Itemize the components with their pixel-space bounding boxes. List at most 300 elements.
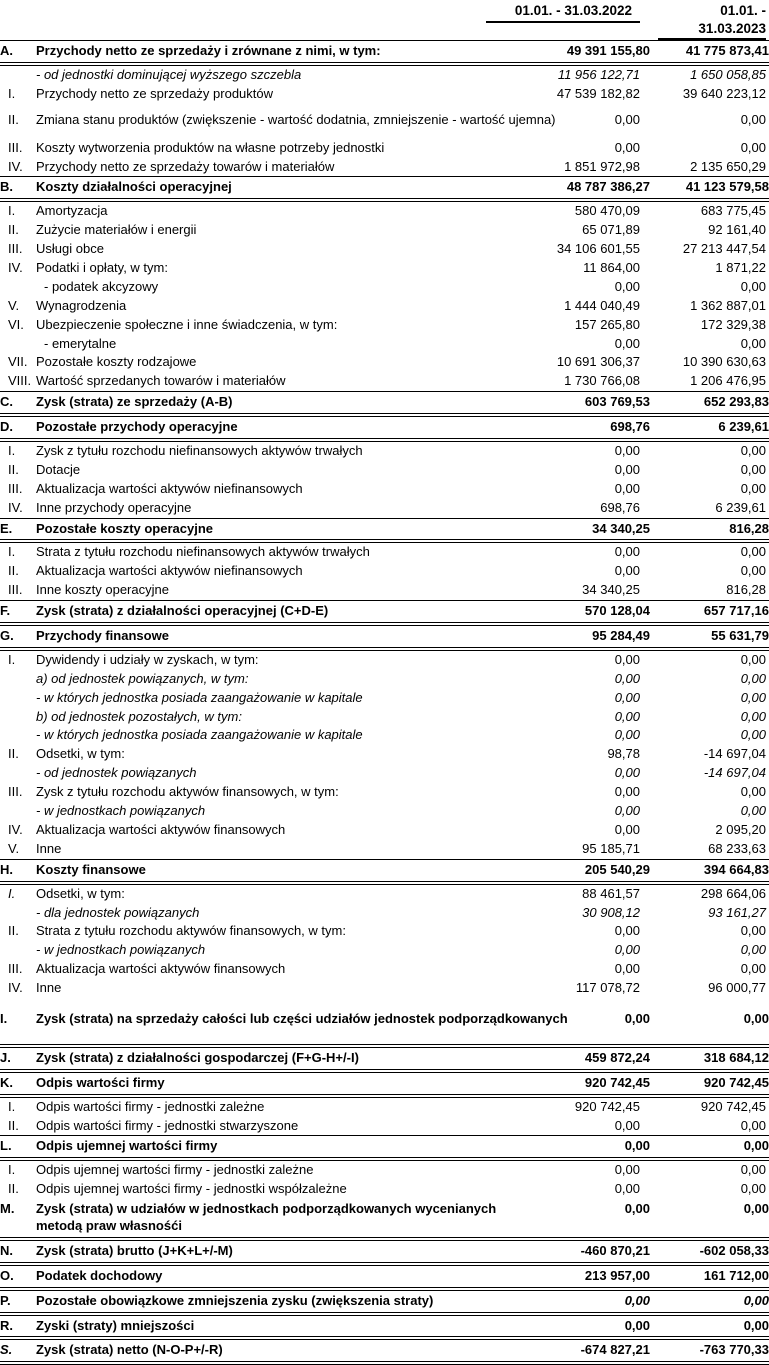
row-label-text: Podatki i opłaty, w tym: — [36, 260, 168, 275]
row-value-period2 — [650, 670, 769, 689]
row-value-period2-text: 0,00 — [740, 670, 766, 686]
row-spacer — [0, 998, 769, 1010]
row-value-period2 — [650, 64, 769, 85]
row-value-period1 — [480, 601, 650, 624]
row-value-period2-text: 0,00 — [740, 563, 766, 579]
row-value-period2 — [650, 883, 769, 904]
row-value-period1-text: 49 391 155,80 — [566, 43, 650, 59]
row-value-period1 — [480, 1180, 650, 1199]
row-letter — [0, 392, 36, 415]
row-label — [36, 480, 480, 499]
table-row — [0, 316, 769, 335]
row-label — [36, 1117, 480, 1136]
row-value-period1 — [480, 859, 650, 882]
row-value-period1-text: 0,00 — [614, 727, 640, 743]
row-letter — [0, 904, 36, 923]
row-value-period1-text: 0,00 — [614, 563, 640, 579]
row-value-period1-text: 157 265,80 — [574, 316, 640, 332]
row-value-period1-text: 95 185,71 — [582, 840, 640, 856]
row-value-period2-text: 0,00 — [740, 461, 766, 477]
row-letter-text: F. — [0, 603, 11, 619]
table-row — [0, 859, 769, 882]
row-value-period1 — [480, 278, 650, 297]
row-label — [36, 139, 480, 158]
row-value-period2 — [650, 240, 769, 259]
row-letter — [0, 200, 36, 221]
row-letter — [0, 726, 36, 745]
row-value-period2 — [650, 1159, 769, 1180]
table-row — [0, 1136, 769, 1159]
row-label — [36, 859, 480, 882]
row-letter — [0, 64, 36, 85]
row-label-text: Aktualizacja wartości aktywów niefinansowych — [36, 563, 303, 579]
row-label-text: Ubezpieczenie społeczne i inne świadczenia, w tym: — [36, 316, 338, 332]
row-value-period2-text: -763 770,33 — [699, 1342, 769, 1358]
row-label — [36, 979, 480, 998]
row-label — [36, 1199, 497, 1239]
row-value-period2 — [650, 335, 769, 354]
row-letter-text: L. — [0, 1138, 12, 1154]
row-value-period2-text: 0,00 — [740, 1117, 766, 1133]
row-value-period1-text: 0,00 — [614, 923, 640, 939]
row-label-text: - w których jednostka posiada zaangażowanie w kapitale — [36, 727, 363, 743]
row-letter — [0, 480, 36, 499]
row-label-text: Podatek dochodowy — [36, 1267, 163, 1283]
row-letter-text: E. — [0, 520, 13, 536]
row-letter — [0, 541, 36, 562]
row-letter — [0, 562, 36, 581]
row-label — [36, 562, 480, 581]
table-row — [0, 802, 769, 821]
row-value-period2 — [650, 624, 769, 649]
row-label-text: Odpis wartości firmy — [36, 1074, 165, 1090]
row-value-period1-text: -674 827,21 — [580, 1342, 650, 1358]
row-label — [36, 259, 480, 278]
row-letter — [0, 649, 36, 670]
row-letter — [0, 1010, 36, 1030]
table-row — [0, 335, 769, 354]
row-label-text: Odpis wartości firmy - jednostki zależne — [36, 1098, 265, 1114]
row-value-period2 — [650, 941, 769, 960]
row-label-text: Zysk (strata) z działalności operacyjnej (C+D-E) — [36, 603, 329, 619]
table-row — [0, 783, 769, 802]
row-value-period2 — [650, 1239, 769, 1264]
row-letter — [0, 1096, 36, 1117]
row-label — [36, 883, 480, 904]
row-value-period1-text: 0,00 — [614, 111, 640, 127]
table-row — [0, 1314, 769, 1339]
row-letter-text: N. — [0, 1242, 13, 1258]
row-letter — [0, 297, 36, 316]
row-value-period2-text: 0,00 — [740, 335, 766, 351]
row-label-text: Koszty działalności operacyjnej — [36, 179, 232, 195]
row-value-period1 — [480, 708, 650, 727]
row-letter — [0, 221, 36, 240]
row-letter — [0, 960, 36, 979]
table-row — [0, 601, 769, 624]
row-letter — [0, 335, 36, 354]
row-letter-text: I. — [8, 85, 16, 101]
row-label-text: b) od jednostek pozostałych, w tym: — [36, 708, 242, 724]
row-value-period2 — [650, 278, 769, 297]
row-letter — [0, 415, 36, 440]
row-label — [36, 85, 480, 104]
row-value-period2-text: 2 095,20 — [715, 821, 766, 837]
row-label-text: - w jednostkach powiązanych — [36, 942, 206, 958]
row-letter-text: II. — [8, 222, 19, 238]
row-letter — [0, 353, 36, 372]
row-letter — [0, 1199, 36, 1239]
row-value-period1 — [480, 922, 650, 941]
row-label — [36, 111, 556, 130]
row-value-period1 — [480, 200, 650, 221]
row-value-period1 — [480, 297, 650, 316]
row-letter-text: III. — [8, 139, 23, 155]
row-value-period1-text: 88 461,57 — [582, 885, 640, 901]
table-row — [0, 1046, 769, 1071]
row-label — [36, 1264, 480, 1289]
row-value-period2-text: 920 742,45 — [703, 1074, 769, 1090]
row-label — [36, 670, 480, 689]
row-letter — [0, 111, 36, 130]
row-value-period1-text: 95 284,49 — [592, 628, 650, 644]
row-letter-text: IV. — [8, 821, 23, 837]
row-value-period2-text: 1 206 476,95 — [690, 373, 766, 389]
row-value-period2 — [650, 297, 769, 316]
row-value-period1 — [480, 1289, 650, 1314]
row-value-period1 — [480, 783, 650, 802]
row-label — [36, 461, 480, 480]
row-value-period2 — [650, 480, 769, 499]
row-letter-text: D. — [0, 419, 13, 435]
row-value-period2-text: 652 293,83 — [703, 394, 769, 410]
row-value-period1 — [480, 353, 650, 372]
row-value-period2 — [650, 821, 769, 840]
row-letter-text: VI. — [8, 316, 24, 332]
row-label-text: Pozostałe obowiązkowe zmniejszenia zysku (zwiększenia straty) — [36, 1292, 434, 1308]
row-label — [36, 335, 480, 354]
row-value-period2 — [650, 581, 769, 600]
row-label — [36, 1239, 480, 1264]
row-value-period1 — [480, 316, 650, 335]
row-value-period1-text: 98,78 — [607, 746, 640, 762]
table-row — [0, 581, 769, 600]
row-value-period2-text: 816,28 — [729, 520, 769, 536]
table-row — [0, 904, 769, 923]
row-value-period2-text: 0,00 — [740, 443, 766, 459]
row-letter-text: III. — [8, 784, 23, 800]
table-row — [0, 670, 769, 689]
row-value-period2-text: -602 058,33 — [699, 1242, 769, 1258]
row-value-period2 — [650, 922, 769, 941]
row-value-period2-text: 2 135 650,29 — [690, 158, 766, 174]
row-value-period2-text: 0,00 — [740, 942, 766, 958]
row-value-period2 — [650, 859, 769, 882]
row-label — [36, 278, 480, 297]
row-letter — [0, 941, 36, 960]
row-value-period1 — [480, 1117, 650, 1136]
row-value-period2-text: 920 742,45 — [700, 1098, 766, 1114]
row-letter — [0, 821, 36, 840]
row-value-period2-text: 0,00 — [740, 278, 766, 294]
row-value-period2-text: 0,00 — [740, 689, 766, 705]
row-value-period1 — [480, 745, 650, 764]
row-value-period1-text: 0,00 — [624, 1201, 650, 1217]
row-label — [36, 726, 480, 745]
row-value-period1 — [480, 821, 650, 840]
row-label-text: Inne przychody operacyjne — [36, 499, 192, 515]
row-value-period1-text: 65 071,89 — [582, 222, 640, 238]
table-row — [0, 1096, 769, 1117]
table-row — [0, 499, 769, 518]
row-value-period2-text: 39 640 223,12 — [682, 85, 766, 101]
row-value-period2 — [650, 1096, 769, 1117]
row-label — [36, 745, 480, 764]
row-value-period1-text: 1 444 040,49 — [564, 297, 640, 313]
spacer-row — [0, 1030, 769, 1046]
row-label — [36, 1289, 480, 1314]
table-row — [0, 960, 769, 979]
table-row — [0, 708, 769, 727]
row-value-period1 — [480, 480, 650, 499]
row-value-period2 — [650, 1314, 769, 1339]
row-letter-text: P. — [0, 1292, 11, 1308]
row-label-text: Zysk (strata) na sprzedaży całości lub części udziałów jednostek podporządkowanych — [36, 1011, 568, 1027]
table-row — [0, 240, 769, 259]
row-label — [36, 1136, 480, 1159]
row-label — [36, 297, 480, 316]
row-value-period2-text: 0,00 — [740, 111, 766, 127]
row-label-text: Zysk (strata) z działalności gospodarczej (F+G-H+/-I) — [36, 1049, 359, 1065]
header-letter-cell — [0, 0, 36, 41]
row-label-text: Dotacje — [36, 461, 81, 477]
table-row — [0, 221, 769, 240]
table-row — [0, 764, 769, 783]
row-letter-text: III. — [8, 582, 23, 598]
row-label-text: Wartość sprzedanych towarów i materiałów — [36, 373, 286, 389]
row-label-text: - dla jednostek powiązanych — [36, 904, 200, 920]
row-letter-text: I. — [8, 544, 16, 560]
row-value-period1-text: 1 851 972,98 — [564, 158, 640, 174]
row-label — [36, 708, 480, 727]
row-value-period2 — [650, 353, 769, 372]
row-letter — [0, 372, 36, 391]
row-value-period1-text: -460 870,21 — [580, 1242, 650, 1258]
row-label — [36, 518, 480, 541]
row-label-text: Przychody finansowe — [36, 628, 169, 644]
row-value-period2 — [650, 979, 769, 998]
row-label-text: - w których jednostka posiada zaangażowanie w kapitale — [36, 689, 363, 705]
row-value-period2-text: 0,00 — [740, 727, 766, 743]
row-label-text: Przychody netto ze sprzedaży towarów i materiałów — [36, 158, 335, 174]
row-value-period2 — [650, 726, 769, 745]
row-label — [36, 689, 480, 708]
table-body — [0, 41, 769, 1364]
row-label-text: Koszty finansowe — [36, 861, 146, 877]
row-value-period2 — [650, 41, 769, 64]
row-value-period1-text: 0,00 — [614, 461, 640, 477]
row-value-period1-text: 0,00 — [624, 1011, 650, 1027]
row-value-period1-text: 0,00 — [614, 335, 640, 351]
row-label — [36, 499, 480, 518]
table-row — [0, 480, 769, 499]
row-value-period2 — [650, 415, 769, 440]
row-value-period1 — [480, 259, 650, 278]
row-value-period1 — [480, 461, 650, 480]
row-value-period1 — [480, 64, 650, 85]
table-row — [0, 745, 769, 764]
row-value-period2 — [650, 783, 769, 802]
row-letter — [0, 259, 36, 278]
row-letter — [0, 1046, 36, 1071]
row-letter-text: I. — [8, 1162, 16, 1178]
row-label-text: Zysk z tytułu rozchodu aktywów finansowych, w tym: — [36, 784, 339, 800]
row-value-period1-text: 213 957,00 — [584, 1267, 650, 1283]
table-row — [0, 139, 769, 158]
row-label — [36, 764, 480, 783]
row-value-period2 — [650, 499, 769, 518]
row-value-period1-text: 0,00 — [614, 651, 640, 667]
row-letter-text: II. — [8, 1117, 19, 1133]
row-value-period2 — [650, 802, 769, 821]
row-letter — [0, 1239, 36, 1264]
row-letter — [0, 316, 36, 335]
table-row — [0, 541, 769, 562]
col-header-period-2023 — [650, 0, 769, 41]
row-letter — [0, 1071, 36, 1096]
row-value-period2 — [650, 139, 769, 158]
row-value-period1 — [480, 960, 650, 979]
row-value-period1-text: 0,00 — [624, 1138, 650, 1154]
row-label-text: Zmiana stanu produktów (zwiększenie - wartość dodatnia, zmniejszenie - wartość ujemna) — [36, 111, 556, 127]
table-row — [0, 353, 769, 372]
row-value-period1 — [480, 883, 650, 904]
row-value-period1 — [480, 624, 650, 649]
row-label-text: Odsetki, w tym: — [36, 746, 125, 762]
row-letter — [0, 764, 36, 783]
row-letter — [0, 1180, 36, 1199]
row-label-text: - podatek akcyzowy — [44, 278, 159, 294]
row-label — [36, 1071, 480, 1096]
row-value-period2 — [650, 601, 769, 624]
row-label-text: Dywidendy i udziały w zyskach, w tym: — [36, 651, 259, 667]
row-value-period1-text: 920 742,45 — [574, 1098, 640, 1114]
row-value-period1-text: 0,00 — [614, 803, 640, 819]
col-header-period-2022 — [480, 0, 650, 41]
row-label — [36, 440, 480, 461]
row-value-period2 — [650, 221, 769, 240]
row-value-period1 — [480, 1046, 650, 1071]
row-letter — [0, 1136, 36, 1159]
table-row — [0, 1338, 769, 1363]
row-letter-text: II. — [8, 923, 19, 939]
row-label-text: Strata z tytułu rozchodu aktywów finansowych, w tym: — [36, 923, 346, 939]
row-letter-text: VII. — [8, 354, 28, 370]
row-label-text: Zużycie materiałów i energii — [36, 222, 197, 238]
row-value-period2 — [650, 1046, 769, 1071]
row-value-period1 — [480, 904, 650, 923]
col-header-period-2022-text: 01.01. - 31.03.2022 — [486, 2, 640, 23]
table-row — [0, 461, 769, 480]
row-label-text: Inne — [36, 840, 62, 856]
row-value-period1 — [480, 499, 650, 518]
row-label-text: Inne koszty operacyjne — [36, 582, 169, 598]
row-letter-text: IV. — [8, 980, 23, 996]
row-letter-text: III. — [8, 480, 23, 496]
row-value-period2 — [650, 689, 769, 708]
row-label — [36, 1314, 480, 1339]
row-letter — [0, 41, 36, 64]
table-row — [0, 821, 769, 840]
row-value-period1-text: 1 730 766,08 — [564, 373, 640, 389]
row-value-period1-text: 0,00 — [614, 544, 640, 560]
row-value-period1 — [480, 562, 650, 581]
row-label-text: Odpis ujemnej wartości firmy — [36, 1138, 218, 1154]
table-row — [0, 111, 769, 130]
row-label-text: Zyski (straty) mniejszości — [36, 1317, 195, 1333]
row-value-period2 — [650, 960, 769, 979]
row-value-period2 — [650, 1136, 769, 1159]
row-spacer — [0, 130, 769, 139]
row-letter — [0, 840, 36, 859]
row-value-period2-text: -14 697,04 — [703, 765, 766, 781]
row-value-period2 — [650, 177, 769, 200]
row-value-period2 — [650, 518, 769, 541]
row-label-text: Zysk (strata) w udziałów w jednostkach podporządkowanych wycenianych metodą praw własnośći — [36, 1201, 497, 1233]
row-value-period2 — [650, 461, 769, 480]
table-row — [0, 1071, 769, 1096]
table-row — [0, 624, 769, 649]
row-value-period2 — [650, 1010, 769, 1030]
row-label — [36, 624, 480, 649]
row-value-period1-text: 570 128,04 — [584, 603, 650, 619]
row-value-period1 — [480, 1264, 650, 1289]
spacer-row — [0, 998, 769, 1010]
row-value-period2 — [650, 745, 769, 764]
row-letter — [0, 708, 36, 727]
row-value-period2-text: 0,00 — [743, 1317, 769, 1333]
row-value-period2 — [650, 649, 769, 670]
row-letter-text: O. — [0, 1267, 14, 1283]
row-label-text: - w jednostkach powiązanych — [36, 803, 206, 819]
row-value-period2-text: 298 664,06 — [700, 885, 766, 901]
row-value-period1 — [480, 979, 650, 998]
row-value-period2-text: 0,00 — [740, 708, 766, 724]
row-value-period2-text: 0,00 — [740, 1181, 766, 1197]
row-value-period1 — [480, 1159, 650, 1180]
period-header-row — [0, 0, 769, 41]
row-label-text: Przychody netto ze sprzedaży produktów — [36, 85, 274, 101]
row-letter-text: IV. — [8, 260, 23, 275]
row-letter-text: R. — [0, 1317, 13, 1333]
row-value-period1 — [480, 372, 650, 391]
row-value-period2-text: 6 239,61 — [715, 499, 766, 515]
row-value-period2-text: 10 390 630,63 — [682, 354, 766, 370]
row-value-period2-text: 1 362 887,01 — [690, 297, 766, 313]
row-value-period2-text: 0,00 — [740, 651, 766, 667]
row-label — [36, 960, 480, 979]
row-value-period2 — [650, 1289, 769, 1314]
row-label — [36, 41, 480, 64]
row-value-period1-text: 0,00 — [614, 961, 640, 977]
row-value-period2-text: 0,00 — [743, 1292, 769, 1308]
row-value-period1-text: 48 787 386,27 — [566, 179, 650, 195]
row-label — [36, 1338, 480, 1363]
row-value-period1 — [480, 335, 650, 354]
row-value-period2 — [650, 764, 769, 783]
row-letter-text: II. — [8, 746, 19, 762]
table-row — [0, 297, 769, 316]
